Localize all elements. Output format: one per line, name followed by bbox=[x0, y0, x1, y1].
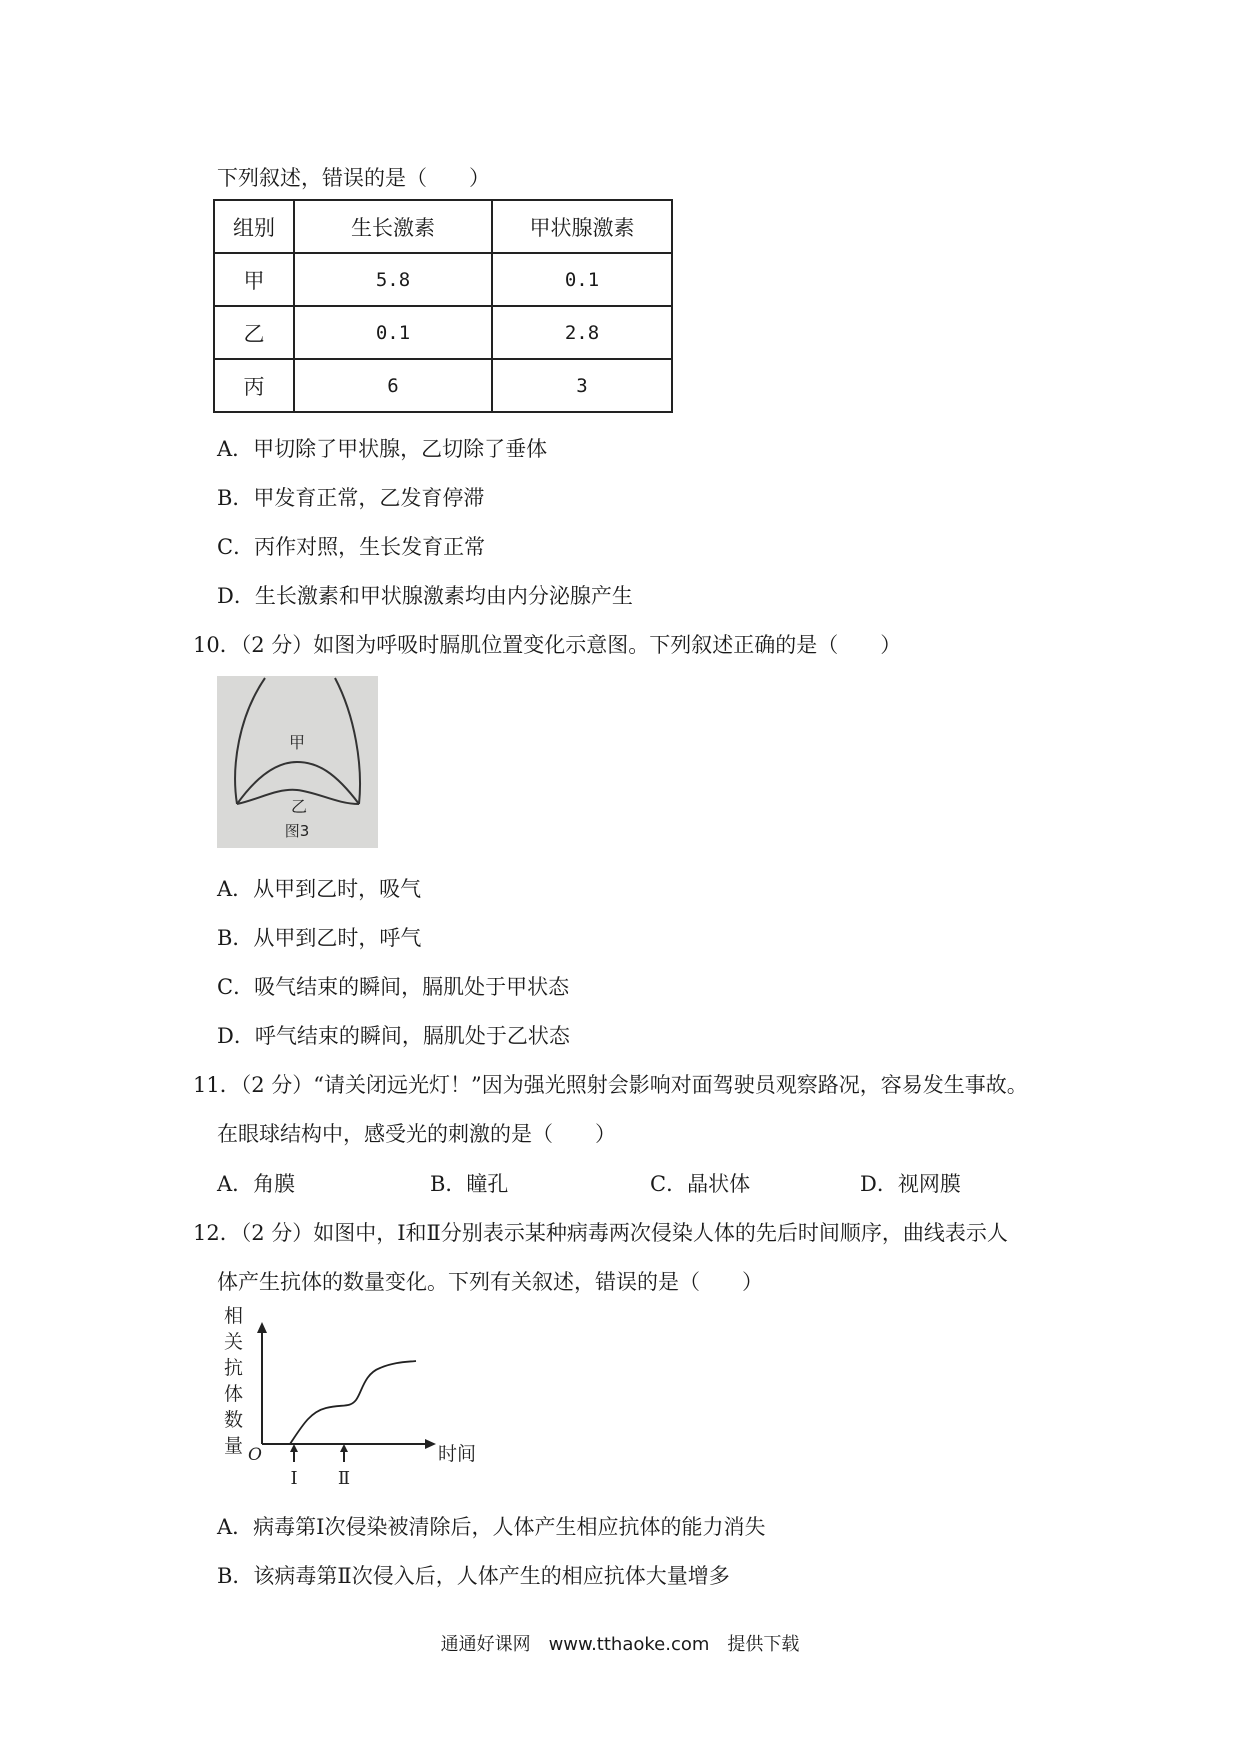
table-header-cell: 甲状腺激素 bbox=[492, 200, 672, 253]
q11-stem-line1: 11．（2 分）“请关闭远光灯！”因为强光照射会影响对面驾驶员观察路况，容易发生事故。 bbox=[193, 1073, 1028, 1097]
table-row bbox=[214, 359, 672, 412]
y-label-char: 抗 bbox=[224, 1357, 244, 1379]
table-cell: 3 bbox=[492, 359, 672, 412]
hormone-table bbox=[213, 199, 673, 413]
antibody-curve bbox=[290, 1361, 416, 1444]
marker2-arrowhead bbox=[340, 1444, 348, 1452]
q10-option-a: A．从甲到乙时，吸气 bbox=[217, 877, 422, 901]
table-header-cell: 组别 bbox=[214, 200, 294, 253]
q12-stem-line2: 体产生抗体的数量变化。下列有关叙述，错误的是（ ） bbox=[217, 1270, 763, 1294]
marker1-arrowhead bbox=[290, 1444, 298, 1452]
q9-stem: 下列叙述，错误的是（ ） bbox=[217, 166, 490, 190]
marker1-label: Ⅰ bbox=[290, 1468, 298, 1489]
q9-option-c: C．丙作对照，生长发育正常 bbox=[217, 535, 486, 559]
figure-caption: 图3 bbox=[284, 822, 310, 840]
y-label-char: 相 bbox=[224, 1305, 244, 1327]
table-header-row bbox=[214, 200, 672, 253]
label-lower: 乙 bbox=[290, 797, 308, 816]
table-cell: 6 bbox=[294, 359, 492, 412]
y-label-char: 量 bbox=[224, 1435, 244, 1457]
q11-stem-line2: 在眼球结构中，感受光的刺激的是（ ） bbox=[217, 1122, 616, 1146]
q9-option-a: A．甲切除了甲状腺，乙切除了垂体 bbox=[217, 437, 548, 461]
label-upper: 甲 bbox=[288, 733, 306, 752]
table-cell: 0.1 bbox=[294, 306, 492, 359]
antibody-graph bbox=[210, 1300, 490, 1492]
table-cell: 5.8 bbox=[294, 253, 492, 306]
table-row bbox=[214, 306, 672, 359]
q11-option-b: B．瞳孔 bbox=[430, 1172, 509, 1196]
diaphragm-diagram bbox=[217, 676, 378, 848]
antibody-figure bbox=[210, 1300, 490, 1492]
marker2-label: Ⅱ bbox=[337, 1468, 351, 1489]
y-axis-arrow bbox=[257, 1322, 267, 1333]
q10-option-d: D．呼气结束的瞬间，膈肌处于乙状态 bbox=[217, 1024, 570, 1048]
q12-option-a: A．病毒第Ⅰ次侵染被清除后，人体产生相应抗体的能力消失 bbox=[217, 1515, 766, 1539]
table-cell: 丙 bbox=[214, 359, 294, 412]
table-cell: 乙 bbox=[214, 306, 294, 359]
q9-option-d: D．生长激素和甲状腺激素均由内分泌腺产生 bbox=[217, 584, 633, 608]
x-axis-label: 时间 bbox=[438, 1443, 477, 1465]
table-cell: 2.8 bbox=[492, 306, 672, 359]
q10-option-c: C．吸气结束的瞬间，膈肌处于甲状态 bbox=[217, 975, 570, 999]
x-axis-arrow bbox=[425, 1439, 436, 1449]
q11-option-d: D．视网膜 bbox=[860, 1172, 961, 1196]
q9-option-b: B．甲发育正常，乙发育停滞 bbox=[217, 486, 485, 510]
table-header-cell: 生长激素 bbox=[294, 200, 492, 253]
q12-stem-line1: 12．（2 分）如图中，Ⅰ和Ⅱ分别表示某种病毒两次侵染人体的先后时间顺序，曲线表示人 bbox=[193, 1221, 1008, 1245]
diaphragm-figure bbox=[217, 676, 378, 848]
q11-option-a: A．角膜 bbox=[217, 1172, 296, 1196]
q10-stem: 10．（2 分）如图为呼吸时膈肌位置变化示意图。下列叙述正确的是（ ） bbox=[193, 633, 902, 657]
q12-option-b: B．该病毒第Ⅱ次侵入后，人体产生的相应抗体大量增多 bbox=[217, 1564, 730, 1588]
y-label-char: 体 bbox=[224, 1383, 244, 1405]
table-cell: 甲 bbox=[214, 253, 294, 306]
y-label-char: 关 bbox=[224, 1331, 244, 1353]
q10-option-b: B．从甲到乙时，呼气 bbox=[217, 926, 422, 950]
y-label-char: 数 bbox=[224, 1409, 244, 1431]
q11-option-c: C．晶状体 bbox=[650, 1172, 751, 1196]
table-cell: 0.1 bbox=[492, 253, 672, 306]
origin-label: O bbox=[248, 1445, 262, 1465]
table-row bbox=[214, 253, 672, 306]
page-footer: 通通好课网 www.tthaoke.com 提供下载 bbox=[440, 1634, 800, 1655]
